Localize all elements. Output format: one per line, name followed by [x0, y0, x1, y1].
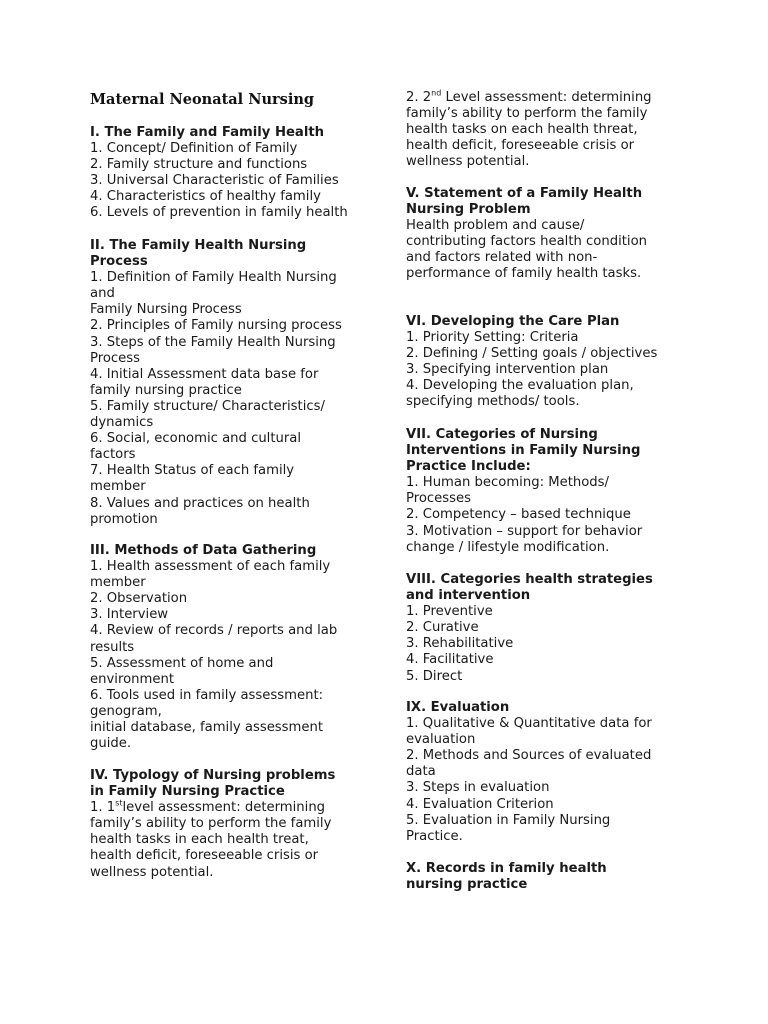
list-item: 2. Competency – based technique — [406, 507, 631, 523]
list-item: 2. Principles of Family nursing process — [90, 318, 342, 334]
section-intervention-categories — [406, 427, 706, 556]
list-item: 2. Defining / Setting goals / objectives — [406, 346, 658, 362]
section-family-health — [90, 125, 390, 222]
list-item: 4. Initial Assessment data base for family nursing practice — [90, 366, 319, 398]
list-item: 2. Family structure and functions — [90, 157, 308, 173]
section-nursing-process — [90, 238, 390, 528]
list-item: 3. Steps of the Family Health Nursing Process — [90, 334, 336, 366]
list-item: 4. Evaluation Criterion — [406, 796, 554, 812]
section-heading: III. Methods of Data Gathering — [90, 543, 317, 558]
list-item: 7. Health Status of each family member — [90, 463, 295, 495]
list-item: 8. Values and practices on health promotion — [90, 495, 310, 527]
section-typology-continued — [406, 90, 706, 170]
ordinal-suffix: st — [115, 798, 123, 808]
list-item: 1. Qualitative & Quantitative data for evaluation — [406, 716, 652, 748]
section-problem-statement — [406, 186, 706, 283]
list-item: 5. Assessment of home and environment — [90, 655, 274, 687]
list-item: 5. Family structure/ Characteristics/ dynamics — [90, 398, 325, 431]
list-item: 1. Health assessment of each family member — [90, 559, 331, 591]
section-heading: V. Statement of a Family Health Nursing Problem — [406, 186, 643, 218]
list-item: 5. Direct — [406, 668, 463, 684]
list-item: 5. Evaluation in Family Nursing Practice. — [406, 812, 611, 844]
section-heading: X. Records in family health nursing practice — [406, 861, 607, 893]
section-data-gathering — [90, 543, 390, 752]
list-item: 2. Methods and Sources of evaluated data — [406, 748, 652, 780]
paragraph: Health problem and cause/ contributing factors health condition and factors related with non- performance of family health tasks. — [406, 218, 648, 282]
section-typology — [90, 768, 390, 881]
list-item: 6. Tools used in family assessment: genogram, initial database, family assessment guide. — [90, 687, 324, 752]
section-care-plan — [406, 314, 706, 411]
list-item: 6. Social, economic and cultural factors — [90, 431, 302, 463]
list-item: 4. Review of records / reports and lab results — [90, 623, 338, 655]
list-item: 1. Priority Setting: Criteria — [406, 330, 579, 346]
list-item: 1. Definition of Family Health Nursing and Family Nursing Process — [90, 270, 337, 318]
section-evaluation — [406, 700, 706, 845]
list-item: 1. Human becoming: Methods/ Processes — [406, 475, 609, 507]
section-health-strategies — [406, 572, 706, 685]
item-text: Level assessment: determining family’s ability to perform the family health tasks on each health threat, health deficit, foreseeable crisis or wellness potential. — [406, 90, 652, 170]
list-item: 1. Preventive — [406, 604, 493, 620]
item-number: 2. 2 — [406, 90, 432, 105]
section-heading: VIII. Categories health strategies and intervention — [406, 572, 653, 604]
section-heading: I. The Family and Family Health — [90, 125, 325, 140]
list-item: 3. Steps in evaluation — [406, 780, 550, 796]
list-item — [406, 90, 706, 170]
ordinal-suffix: nd — [431, 88, 442, 98]
list-item: 3. Specifying intervention plan — [406, 362, 609, 378]
item-text: level assessment: determining family’s ability to perform the family health tasks in each health treat, health deficit, foreseeable crisis or wellness potential. — [90, 800, 332, 880]
list-item: 6. Levels of prevention in family health — [90, 205, 348, 221]
list-item: 4. Facilitative — [406, 652, 494, 668]
list-item: 2. Observation — [90, 591, 188, 607]
list-item: 4. Characteristics of healthy family — [90, 189, 321, 205]
list-item — [90, 800, 390, 880]
list-item: 3. Universal Characteristic of Families — [90, 173, 339, 189]
list-item: 1. Concept/ Definition of Family — [90, 141, 298, 157]
list-item: 3. Interview — [90, 607, 169, 623]
item-number: 1. 1 — [90, 800, 116, 816]
section-heading: IX. Evaluation — [406, 700, 510, 715]
list-item: 3. Rehabilitative — [406, 636, 514, 652]
list-item: 4. Developing the evaluation plan, specifying methods/ tools. — [406, 378, 634, 410]
section-records — [406, 861, 706, 893]
section-heading: II. The Family Health Nursing Process — [90, 238, 307, 270]
list-item: 3. Motivation – support for behavior change / lifestyle modification. — [406, 523, 643, 555]
section-heading: IV. Typology of Nursing problems in Family Nursing Practice — [90, 768, 336, 800]
document-title: Maternal Neonatal Nursing — [90, 91, 315, 108]
list-item: 2. Curative — [406, 620, 479, 636]
section-heading: VI. Developing the Care Plan — [406, 314, 620, 329]
section-heading: VII. Categories of Nursing Interventions in Family Nursing Practice Include: — [406, 427, 641, 475]
